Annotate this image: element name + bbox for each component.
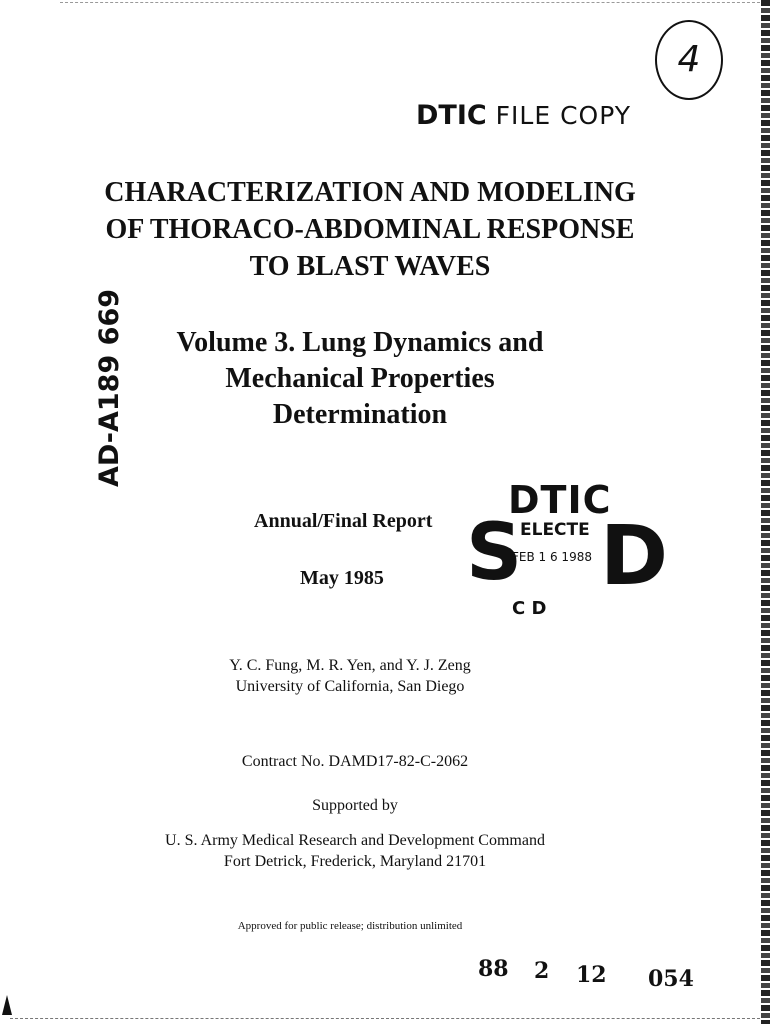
- corner-triangle-mark: [2, 995, 12, 1015]
- file-copy-stamp: [416, 100, 631, 131]
- authors-block: [160, 655, 540, 697]
- title-line-2: OF THORACO-ABDOMINAL RESPONSE: [105, 214, 635, 245]
- top-scan-rule: [60, 2, 760, 3]
- sponsor-command: [100, 830, 610, 872]
- volume-line-3: Determination: [272, 399, 448, 430]
- dtic-stamp-title: DTIC: [508, 478, 612, 522]
- title-line-1: CHARACTERIZATION AND MODELING: [104, 177, 636, 208]
- contract-number: Contract No. DAMD17-82-C-2062: [241, 753, 469, 770]
- dtic-stamp-below: C D: [512, 598, 547, 619]
- volume-line-1: Volume 3. Lung Dynamics and: [176, 327, 544, 358]
- volume-title: [140, 325, 580, 433]
- accession-code: [478, 956, 708, 1006]
- dtic-stamp-date: FEB 1 6 1988: [512, 550, 592, 564]
- accession-part-3: 12: [576, 962, 607, 988]
- author-affiliation: University of California, San Diego: [235, 678, 465, 695]
- supported-by-label: Supported by: [312, 797, 398, 814]
- document-title: [60, 174, 680, 285]
- dtic-elected-stamp: [466, 478, 669, 628]
- scan-edge-strip: [761, 0, 770, 1024]
- accession-part-4: 054: [648, 966, 694, 992]
- stamp-text: FILE COPY: [495, 101, 632, 130]
- ad-accession-number: AD-A189 669: [94, 288, 125, 488]
- command-line-2: Fort Detrick, Frederick, Maryland 21701: [223, 853, 487, 870]
- bottom-scan-rule: [10, 1018, 760, 1019]
- dtic-stamp-elected: ELECTE: [520, 520, 590, 540]
- dtic-stamp-right-letter: D: [600, 509, 669, 604]
- handwritten-number: 4: [677, 39, 701, 80]
- title-line-3: TO BLAST WAVES: [249, 251, 491, 282]
- report-type: Annual/Final Report: [254, 510, 433, 532]
- command-line-1: U. S. Army Medical Research and Development Command: [165, 832, 545, 849]
- report-date: May 1985: [300, 567, 384, 589]
- accession-part-2: 2: [534, 958, 550, 984]
- dtic-stamp-left-letter: S: [466, 508, 523, 598]
- release-statement: Approved for public release; distribution unlimited: [237, 920, 463, 932]
- handwritten-circled-number: [655, 20, 723, 100]
- volume-line-2: Mechanical Properties: [225, 363, 495, 394]
- accession-part-1: 88: [478, 956, 509, 982]
- author-names: Y. C. Fung, M. R. Yen, and Y. J. Zeng: [229, 657, 471, 674]
- stamp-prefix: DTIC: [416, 100, 487, 131]
